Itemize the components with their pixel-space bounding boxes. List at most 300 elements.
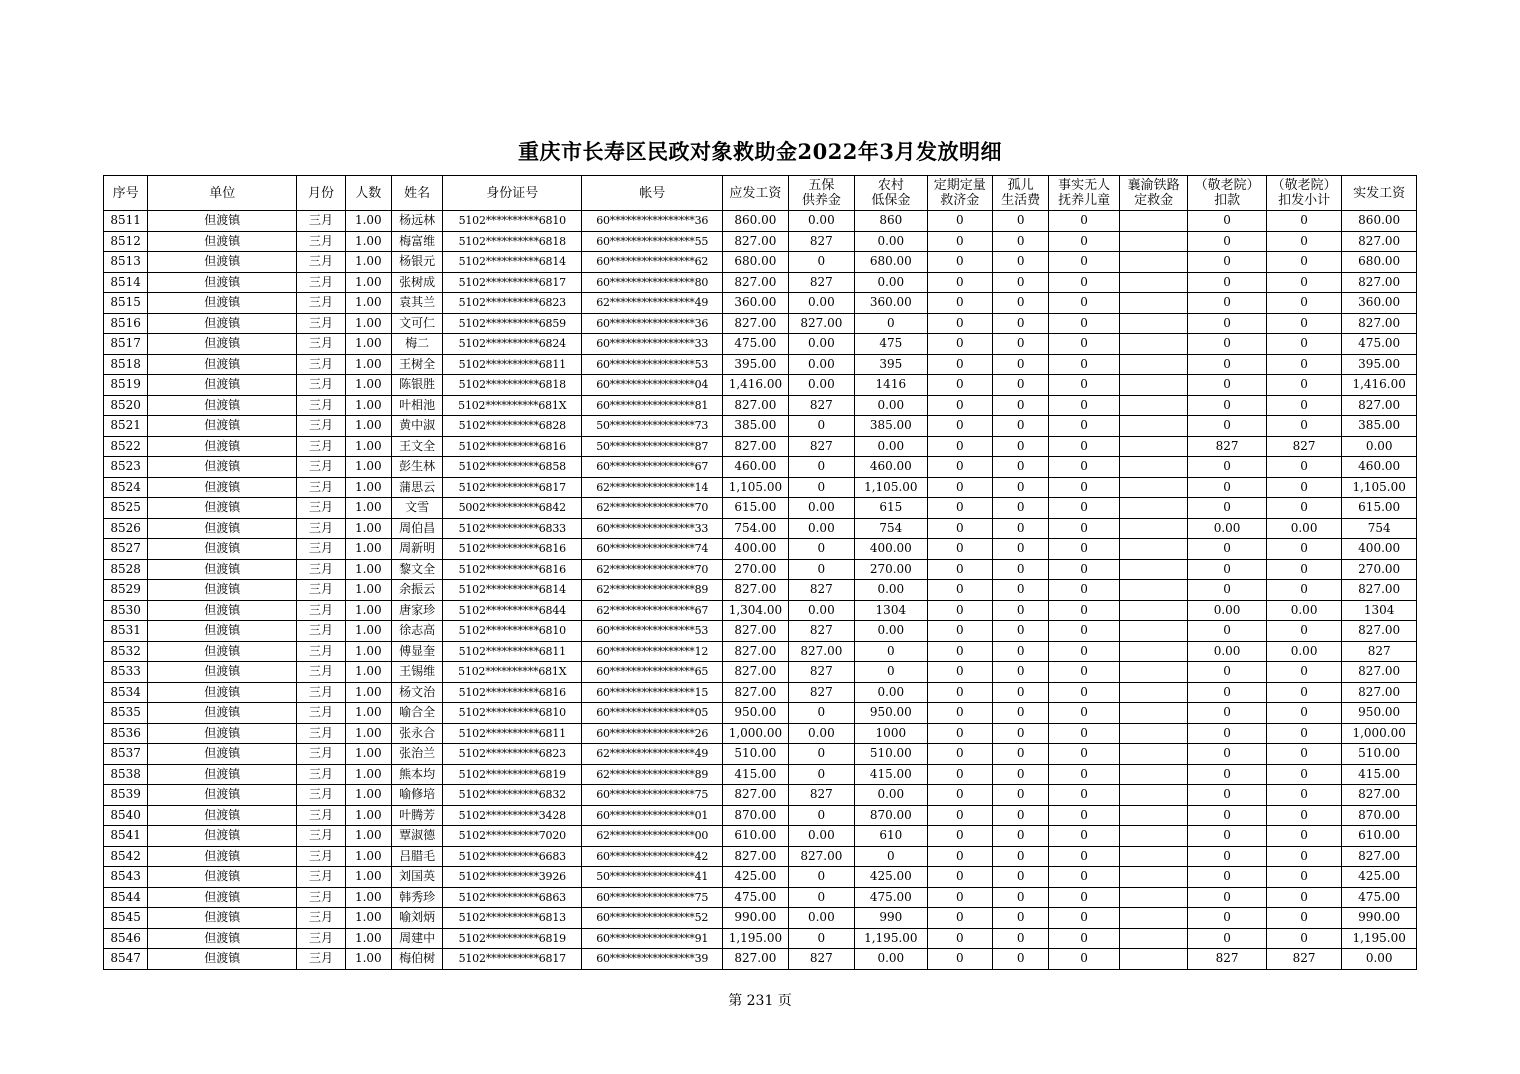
cell-id-number: 5102**********6824: [443, 334, 582, 355]
cell-id-number: 5102**********6819: [443, 764, 582, 785]
cell-unattended-child: 0: [1049, 908, 1119, 929]
cell-dibao: 1416: [855, 375, 927, 396]
cell-orphan: 0: [993, 785, 1049, 806]
cell-count: 1.00: [345, 682, 391, 703]
cell-nursing-subtotal: 0: [1266, 580, 1342, 601]
cell-nursing-subtotal: 0: [1266, 252, 1342, 273]
table-row: [104, 785, 1417, 806]
cell-count: 1.00: [345, 416, 391, 437]
table-row: [104, 518, 1417, 539]
cell-account: 62****************14: [582, 477, 723, 498]
cell-nursing-deduct: 0: [1188, 580, 1267, 601]
cell-orphan: 0: [993, 826, 1049, 847]
cell-net-pay: 460.00: [1342, 457, 1417, 478]
cell-orphan: 0: [993, 867, 1049, 888]
cell-orphan: 0: [993, 621, 1049, 642]
cell-payable: 1,105.00: [723, 477, 788, 498]
table-row: [104, 334, 1417, 355]
cell-dibao: 385.00: [855, 416, 927, 437]
cell-wubao: 0.00: [788, 375, 854, 396]
cell-nursing-deduct: 0.00: [1188, 600, 1267, 621]
cell-month: 三月: [297, 744, 345, 765]
header-count: 人数: [345, 176, 391, 211]
cell-unit: 但渡镇: [148, 416, 297, 437]
cell-orphan: 0: [993, 231, 1049, 252]
cell-count: 1.00: [345, 436, 391, 457]
cell-name: 周新明: [391, 539, 442, 560]
cell-name: 梅二: [391, 334, 442, 355]
cell-net-pay: 827.00: [1342, 682, 1417, 703]
cell-month: 三月: [297, 805, 345, 826]
cell-dingqi: 0: [927, 908, 992, 929]
cell-account: 50****************87: [582, 436, 723, 457]
cell-unattended-child: 0: [1049, 764, 1119, 785]
cell-nursing-subtotal: 0: [1266, 928, 1342, 949]
cell-xiangyu: [1119, 375, 1187, 396]
cell-id-number: 5102**********6810: [443, 621, 582, 642]
table-body: [104, 211, 1417, 970]
cell-count: 1.00: [345, 518, 391, 539]
cell-wubao: 827: [788, 662, 854, 683]
cell-nursing-subtotal: 0: [1266, 231, 1342, 252]
cell-dingqi: 0: [927, 559, 992, 580]
cell-count: 1.00: [345, 272, 391, 293]
cell-unit: 但渡镇: [148, 559, 297, 580]
cell-nursing-deduct: 0: [1188, 457, 1267, 478]
cell-xiangyu: [1119, 908, 1187, 929]
cell-payable: 950.00: [723, 703, 788, 724]
cell-unit: 但渡镇: [148, 662, 297, 683]
cell-account: 60****************36: [582, 313, 723, 334]
cell-unit: 但渡镇: [148, 764, 297, 785]
cell-count: 1.00: [345, 375, 391, 396]
cell-seq: 8532: [104, 641, 148, 662]
cell-orphan: 0: [993, 395, 1049, 416]
cell-count: 1.00: [345, 211, 391, 232]
cell-wubao: 0: [788, 477, 854, 498]
cell-name: 覃淑德: [391, 826, 442, 847]
cell-unattended-child: 0: [1049, 416, 1119, 437]
cell-count: 1.00: [345, 703, 391, 724]
cell-nursing-subtotal: 0: [1266, 498, 1342, 519]
header-account: 帐号: [582, 176, 723, 211]
header-unattended-child: 事实无人 抚养儿童: [1049, 176, 1119, 211]
cell-payable: 827.00: [723, 621, 788, 642]
cell-unattended-child: 0: [1049, 887, 1119, 908]
cell-nursing-subtotal: 0: [1266, 293, 1342, 314]
cell-orphan: 0: [993, 580, 1049, 601]
cell-id-number: 5102**********6683: [443, 846, 582, 867]
cell-month: 三月: [297, 600, 345, 621]
cell-xiangyu: [1119, 785, 1187, 806]
cell-seq: 8540: [104, 805, 148, 826]
cell-id-number: 5002**********6842: [443, 498, 582, 519]
cell-net-pay: 827: [1342, 641, 1417, 662]
table-header-row: [104, 176, 1417, 211]
cell-account: 62****************49: [582, 744, 723, 765]
cell-dingqi: 0: [927, 928, 992, 949]
cell-dingqi: 0: [927, 395, 992, 416]
cell-seq: 8542: [104, 846, 148, 867]
cell-seq: 8521: [104, 416, 148, 437]
cell-net-pay: 385.00: [1342, 416, 1417, 437]
cell-month: 三月: [297, 293, 345, 314]
cell-account: 60****************65: [582, 662, 723, 683]
cell-dibao: 615: [855, 498, 927, 519]
cell-id-number: 5102**********6814: [443, 580, 582, 601]
cell-nursing-deduct: 0: [1188, 375, 1267, 396]
cell-unattended-child: 0: [1049, 395, 1119, 416]
table-row: [104, 252, 1417, 273]
cell-nursing-deduct: 0: [1188, 621, 1267, 642]
cell-payable: 827.00: [723, 682, 788, 703]
cell-account: 62****************00: [582, 826, 723, 847]
cell-payable: 510.00: [723, 744, 788, 765]
cell-seq: 8527: [104, 539, 148, 560]
cell-dingqi: 0: [927, 313, 992, 334]
cell-nursing-subtotal: 0: [1266, 846, 1342, 867]
cell-dibao: 510.00: [855, 744, 927, 765]
cell-orphan: 0: [993, 682, 1049, 703]
cell-unit: 但渡镇: [148, 846, 297, 867]
cell-id-number: 5102**********6858: [443, 457, 582, 478]
cell-nursing-deduct: 0: [1188, 867, 1267, 888]
cell-unit: 但渡镇: [148, 313, 297, 334]
cell-count: 1.00: [345, 498, 391, 519]
cell-payable: 827.00: [723, 662, 788, 683]
cell-dingqi: 0: [927, 457, 992, 478]
cell-name: 刘国英: [391, 867, 442, 888]
cell-count: 1.00: [345, 846, 391, 867]
cell-dibao: 1304: [855, 600, 927, 621]
cell-nursing-deduct: 0.00: [1188, 641, 1267, 662]
table-row: [104, 723, 1417, 744]
cell-month: 三月: [297, 231, 345, 252]
cell-account: 50****************73: [582, 416, 723, 437]
cell-payable: 1,195.00: [723, 928, 788, 949]
cell-net-pay: 827.00: [1342, 846, 1417, 867]
table-row: [104, 949, 1417, 970]
cell-name: 周建中: [391, 928, 442, 949]
cell-id-number: 5102**********681X: [443, 662, 582, 683]
cell-payable: 754.00: [723, 518, 788, 539]
cell-count: 1.00: [345, 600, 391, 621]
cell-nursing-subtotal: 0: [1266, 887, 1342, 908]
table-row: [104, 477, 1417, 498]
cell-count: 1.00: [345, 354, 391, 375]
cell-xiangyu: [1119, 826, 1187, 847]
cell-dibao: 950.00: [855, 703, 927, 724]
cell-count: 1.00: [345, 949, 391, 970]
cell-month: 三月: [297, 457, 345, 478]
cell-account: 60****************15: [582, 682, 723, 703]
cell-net-pay: 1,105.00: [1342, 477, 1417, 498]
cell-id-number: 5102**********6817: [443, 272, 582, 293]
cell-unit: 但渡镇: [148, 826, 297, 847]
table-row: [104, 928, 1417, 949]
cell-name: 王锡维: [391, 662, 442, 683]
cell-net-pay: 1,000.00: [1342, 723, 1417, 744]
cell-count: 1.00: [345, 621, 391, 642]
cell-seq: 8518: [104, 354, 148, 375]
header-net-pay: 实发工资: [1342, 176, 1417, 211]
cell-unit: 但渡镇: [148, 354, 297, 375]
cell-id-number: 5102**********6816: [443, 559, 582, 580]
cell-nursing-deduct: 0: [1188, 723, 1267, 744]
cell-payable: 475.00: [723, 887, 788, 908]
cell-count: 1.00: [345, 928, 391, 949]
cell-count: 1.00: [345, 662, 391, 683]
cell-nursing-deduct: 0: [1188, 846, 1267, 867]
cell-id-number: 5102**********6844: [443, 600, 582, 621]
cell-id-number: 5102**********6811: [443, 723, 582, 744]
cell-seq: 8545: [104, 908, 148, 929]
cell-orphan: 0: [993, 805, 1049, 826]
cell-month: 三月: [297, 313, 345, 334]
cell-dibao: 400.00: [855, 539, 927, 560]
cell-nursing-subtotal: 0: [1266, 457, 1342, 478]
cell-month: 三月: [297, 887, 345, 908]
table-row: [104, 354, 1417, 375]
cell-dingqi: 0: [927, 826, 992, 847]
cell-name: 文雪: [391, 498, 442, 519]
cell-nursing-deduct: 0: [1188, 785, 1267, 806]
cell-payable: 827.00: [723, 846, 788, 867]
table-row: [104, 559, 1417, 580]
cell-dingqi: 0: [927, 887, 992, 908]
cell-nursing-deduct: 0: [1188, 928, 1267, 949]
cell-dingqi: 0: [927, 416, 992, 437]
cell-dingqi: 0: [927, 293, 992, 314]
cell-dingqi: 0: [927, 518, 992, 539]
cell-dibao: 870.00: [855, 805, 927, 826]
cell-unit: 但渡镇: [148, 252, 297, 273]
cell-name: 黄中淑: [391, 416, 442, 437]
cell-account: 50****************41: [582, 867, 723, 888]
cell-month: 三月: [297, 682, 345, 703]
cell-xiangyu: [1119, 293, 1187, 314]
cell-count: 1.00: [345, 334, 391, 355]
cell-dingqi: 0: [927, 354, 992, 375]
cell-month: 三月: [297, 539, 345, 560]
cell-id-number: 5102**********6811: [443, 354, 582, 375]
table-row: [104, 621, 1417, 642]
cell-seq: 8512: [104, 231, 148, 252]
cell-dibao: 0.00: [855, 682, 927, 703]
table-row: [104, 580, 1417, 601]
cell-unattended-child: 0: [1049, 580, 1119, 601]
cell-unit: 但渡镇: [148, 395, 297, 416]
cell-seq: 8520: [104, 395, 148, 416]
cell-nursing-subtotal: 0: [1266, 354, 1342, 375]
cell-unattended-child: 0: [1049, 518, 1119, 539]
cell-nursing-subtotal: 0.00: [1266, 518, 1342, 539]
cell-dibao: 990: [855, 908, 927, 929]
cell-orphan: 0: [993, 416, 1049, 437]
cell-xiangyu: [1119, 744, 1187, 765]
cell-wubao: 0.00: [788, 600, 854, 621]
cell-seq: 8547: [104, 949, 148, 970]
cell-unattended-child: 0: [1049, 703, 1119, 724]
cell-payable: 415.00: [723, 764, 788, 785]
cell-id-number: 5102**********6818: [443, 231, 582, 252]
cell-payable: 827.00: [723, 785, 788, 806]
cell-unattended-child: 0: [1049, 928, 1119, 949]
cell-dibao: 860: [855, 211, 927, 232]
cell-xiangyu: [1119, 498, 1187, 519]
cell-dibao: 754: [855, 518, 927, 539]
cell-xiangyu: [1119, 395, 1187, 416]
cell-wubao: 827: [788, 580, 854, 601]
cell-count: 1.00: [345, 477, 391, 498]
cell-account: 60****************04: [582, 375, 723, 396]
cell-nursing-deduct: 0: [1188, 764, 1267, 785]
cell-wubao: 0: [788, 867, 854, 888]
cell-account: 62****************70: [582, 498, 723, 519]
cell-nursing-subtotal: 0: [1266, 334, 1342, 355]
cell-wubao: 0: [788, 252, 854, 273]
cell-unit: 但渡镇: [148, 211, 297, 232]
cell-wubao: 827.00: [788, 641, 854, 662]
table-row: [104, 826, 1417, 847]
cell-unit: 但渡镇: [148, 785, 297, 806]
cell-dibao: 610: [855, 826, 927, 847]
cell-name: 张治兰: [391, 744, 442, 765]
cell-unattended-child: 0: [1049, 805, 1119, 826]
cell-id-number: 5102**********681X: [443, 395, 582, 416]
cell-unit: 但渡镇: [148, 641, 297, 662]
cell-payable: 270.00: [723, 559, 788, 580]
cell-net-pay: 950.00: [1342, 703, 1417, 724]
cell-orphan: 0: [993, 887, 1049, 908]
cell-seq: 8528: [104, 559, 148, 580]
cell-net-pay: 360.00: [1342, 293, 1417, 314]
cell-month: 三月: [297, 580, 345, 601]
cell-nursing-deduct: 0: [1188, 805, 1267, 826]
cell-payable: 425.00: [723, 867, 788, 888]
cell-net-pay: 400.00: [1342, 539, 1417, 560]
cell-month: 三月: [297, 334, 345, 355]
cell-name: 周伯昌: [391, 518, 442, 539]
cell-payable: 680.00: [723, 252, 788, 273]
table-row: [104, 313, 1417, 334]
cell-dingqi: 0: [927, 764, 992, 785]
cell-net-pay: 990.00: [1342, 908, 1417, 929]
table-row: [104, 682, 1417, 703]
cell-orphan: 0: [993, 518, 1049, 539]
cell-xiangyu: [1119, 457, 1187, 478]
cell-seq: 8529: [104, 580, 148, 601]
cell-name: 韩秀珍: [391, 887, 442, 908]
cell-net-pay: 827.00: [1342, 313, 1417, 334]
cell-dingqi: 0: [927, 272, 992, 293]
cell-dibao: 0.00: [855, 231, 927, 252]
cell-wubao: 0.00: [788, 354, 854, 375]
cell-dibao: 0.00: [855, 580, 927, 601]
cell-wubao: 0: [788, 539, 854, 560]
cell-orphan: 0: [993, 375, 1049, 396]
cell-orphan: 0: [993, 641, 1049, 662]
table-row: [104, 887, 1417, 908]
cell-id-number: 5102**********6823: [443, 293, 582, 314]
cell-month: 三月: [297, 518, 345, 539]
cell-xiangyu: [1119, 928, 1187, 949]
cell-unit: 但渡镇: [148, 703, 297, 724]
cell-name: 王文全: [391, 436, 442, 457]
cell-seq: 8511: [104, 211, 148, 232]
cell-nursing-subtotal: 0: [1266, 395, 1342, 416]
cell-orphan: 0: [993, 846, 1049, 867]
cell-xiangyu: [1119, 723, 1187, 744]
cell-wubao: 827: [788, 231, 854, 252]
table-row: [104, 375, 1417, 396]
table-row: [104, 211, 1417, 232]
cell-unattended-child: 0: [1049, 723, 1119, 744]
cell-orphan: 0: [993, 334, 1049, 355]
cell-unattended-child: 0: [1049, 498, 1119, 519]
cell-month: 三月: [297, 826, 345, 847]
cell-dingqi: 0: [927, 703, 992, 724]
cell-id-number: 5102**********6817: [443, 949, 582, 970]
cell-nursing-deduct: 0: [1188, 313, 1267, 334]
cell-unattended-child: 0: [1049, 559, 1119, 580]
cell-dingqi: 0: [927, 211, 992, 232]
cell-nursing-subtotal: 0: [1266, 723, 1342, 744]
cell-seq: 8516: [104, 313, 148, 334]
cell-month: 三月: [297, 641, 345, 662]
cell-dibao: 460.00: [855, 457, 927, 478]
cell-wubao: 827: [788, 949, 854, 970]
cell-dingqi: 0: [927, 600, 992, 621]
cell-unattended-child: 0: [1049, 272, 1119, 293]
cell-unit: 但渡镇: [148, 457, 297, 478]
cell-unit: 但渡镇: [148, 231, 297, 252]
header-name: 姓名: [391, 176, 442, 211]
cell-account: 60****************12: [582, 641, 723, 662]
cell-wubao: 827: [788, 395, 854, 416]
cell-unit: 但渡镇: [148, 600, 297, 621]
cell-name: 杨远林: [391, 211, 442, 232]
cell-wubao: 0: [788, 703, 854, 724]
cell-xiangyu: [1119, 805, 1187, 826]
table-row: [104, 805, 1417, 826]
cell-orphan: 0: [993, 662, 1049, 683]
cell-dibao: 0.00: [855, 436, 927, 457]
cell-nursing-deduct: 0: [1188, 826, 1267, 847]
cell-month: 三月: [297, 867, 345, 888]
cell-xiangyu: [1119, 334, 1187, 355]
cell-nursing-subtotal: 827: [1266, 436, 1342, 457]
cell-count: 1.00: [345, 785, 391, 806]
cell-dibao: 0: [855, 313, 927, 334]
cell-net-pay: 0.00: [1342, 949, 1417, 970]
cell-dingqi: 0: [927, 436, 992, 457]
cell-month: 三月: [297, 559, 345, 580]
cell-nursing-deduct: 0: [1188, 272, 1267, 293]
cell-nursing-deduct: 0: [1188, 498, 1267, 519]
cell-month: 三月: [297, 354, 345, 375]
cell-xiangyu: [1119, 600, 1187, 621]
cell-xiangyu: [1119, 252, 1187, 273]
cell-account: 60****************67: [582, 457, 723, 478]
cell-name: 彭生林: [391, 457, 442, 478]
cell-xiangyu: [1119, 621, 1187, 642]
cell-account: 60****************81: [582, 395, 723, 416]
cell-name: 黎文全: [391, 559, 442, 580]
cell-dibao: 360.00: [855, 293, 927, 314]
cell-id-number: 5102**********6863: [443, 887, 582, 908]
cell-wubao: 0: [788, 744, 854, 765]
